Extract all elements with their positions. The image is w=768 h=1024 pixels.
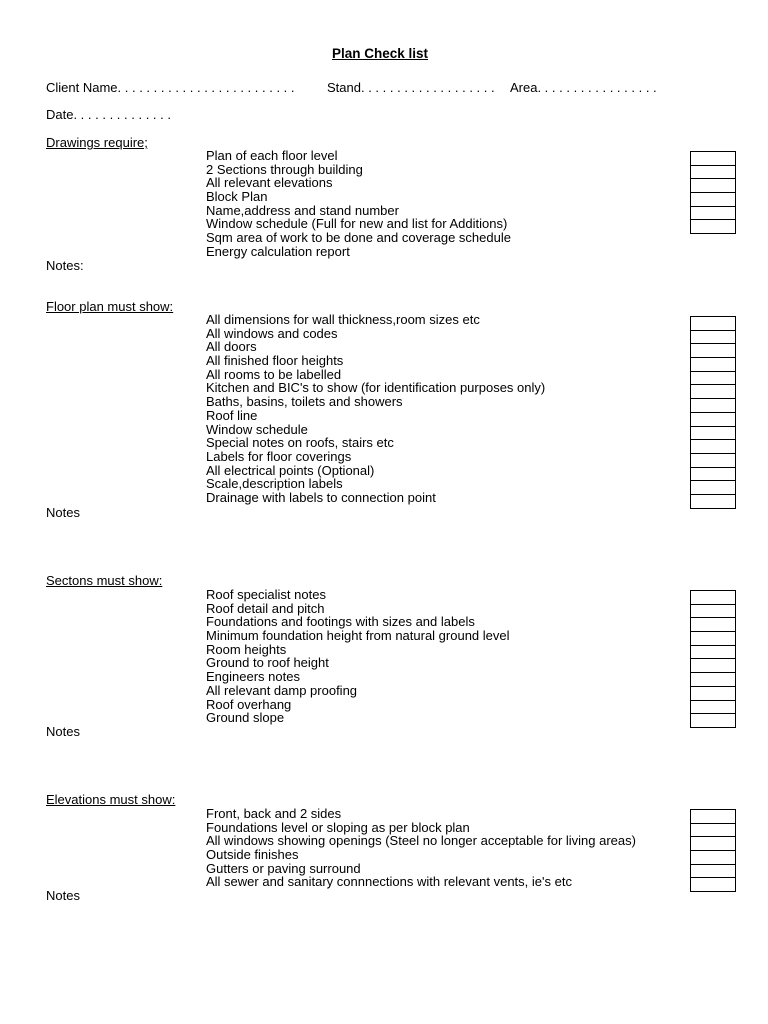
list-item: Foundations level or sloping as per block plan [206, 819, 470, 835]
checkbox[interactable] [691, 481, 735, 495]
list-item: Baths, basins, toilets and showers [206, 394, 403, 410]
checkbox[interactable] [691, 166, 735, 180]
page-title: Plan Check list [331, 46, 429, 61]
list-item: All windows and codes [206, 325, 338, 341]
checkbox[interactable] [691, 385, 735, 399]
checkbox[interactable] [691, 152, 735, 166]
checkbox-column-elevations [690, 809, 736, 892]
list-item: All windows showing openings (Steel no longer acceptable for living areas) [206, 833, 636, 849]
list-item: Room heights [206, 641, 287, 657]
checkbox[interactable] [691, 468, 735, 482]
checkbox[interactable] [691, 317, 735, 331]
checkbox-column-floor-plan [690, 316, 736, 509]
list-item: 2 Sections through building [206, 161, 363, 177]
notes-label: Notes [46, 505, 80, 520]
area-field: Area. . . . . . . . . . . . . . . . . [510, 80, 657, 95]
stand-field: Stand. . . . . . . . . . . . . . . . . . . [327, 80, 495, 95]
list-item: All sewer and sanitary connnections with relevant vents, ie's etc [206, 874, 572, 890]
list-item: Ground to roof height [206, 655, 329, 671]
notes-label: Notes [46, 724, 80, 739]
checkbox-column-drawings [690, 151, 736, 234]
list-item: Roof line [206, 407, 258, 423]
list-item: Kitchen and BIC's to show (for identification purposes only) [206, 380, 546, 396]
checkbox[interactable] [691, 701, 735, 715]
checkbox[interactable] [691, 687, 735, 701]
list-item: Roof specialist notes [206, 587, 326, 602]
list-item: Sqm area of work to be done and coverage schedule [206, 230, 511, 246]
list-item: Window schedule (Full for new and list for Additions) [206, 216, 508, 232]
checkbox[interactable] [691, 179, 735, 193]
checkbox[interactable] [691, 413, 735, 427]
checkbox[interactable] [691, 454, 735, 468]
list-item: Ground slope [206, 710, 285, 726]
list-item: Plan of each floor level [206, 148, 338, 163]
notes-label: Notes [46, 888, 80, 903]
list-item: Minimum foundation height from natural ground level [206, 628, 510, 644]
section-heading-sections: Sectons must show: [46, 573, 163, 588]
checkbox[interactable] [691, 427, 735, 441]
checkbox[interactable] [691, 399, 735, 413]
checkbox[interactable] [691, 837, 735, 851]
list-item: All dimensions for wall thickness,room sizes etc [206, 312, 480, 327]
list-item: Gutters or paving surround [206, 860, 361, 876]
list-item: Window schedule [206, 421, 308, 437]
checkbox[interactable] [691, 824, 735, 838]
checkbox[interactable] [691, 591, 735, 605]
section-heading-drawings: Drawings require; [46, 135, 148, 150]
checkbox[interactable] [691, 605, 735, 619]
list-item: All electrical points (Optional) [206, 462, 375, 478]
list-item: Block Plan [206, 189, 268, 205]
list-item: Roof overhang [206, 696, 292, 712]
checkbox[interactable] [691, 220, 735, 233]
checklist-elevations [206, 807, 636, 889]
list-item: All relevant elevations [206, 175, 333, 191]
list-item: Outside finishes [206, 847, 299, 863]
checkbox[interactable] [691, 372, 735, 386]
checkbox[interactable] [691, 851, 735, 865]
list-item: All doors [206, 339, 257, 355]
checkbox[interactable] [691, 714, 735, 727]
notes-label: Notes: [46, 258, 84, 273]
checkbox[interactable] [691, 865, 735, 879]
checklist-floor-plan [206, 313, 545, 505]
checkbox[interactable] [691, 673, 735, 687]
list-item: Foundations and footings with sizes and labels [206, 614, 475, 630]
checkbox[interactable] [691, 659, 735, 673]
checkbox[interactable] [691, 618, 735, 632]
checkbox[interactable] [691, 495, 735, 508]
list-item: Engineers notes [206, 669, 300, 685]
list-item: All relevant damp proofing [206, 682, 358, 698]
list-item: Name,address and stand number [206, 202, 399, 218]
checkbox[interactable] [691, 646, 735, 660]
checkbox[interactable] [691, 810, 735, 824]
list-item: All finished floor heights [206, 353, 344, 369]
checkbox[interactable] [691, 331, 735, 345]
checklist-sections [206, 588, 510, 725]
list-item: Special notes on roofs, stairs etc [206, 435, 394, 451]
date-field: Date. . . . . . . . . . . . . . [46, 107, 171, 122]
checkbox[interactable] [691, 440, 735, 454]
list-item: Front, back and 2 sides [206, 806, 342, 821]
client-name-field: Client Name. . . . . . . . . . . . . . . . . . . . . . . . . [46, 80, 295, 95]
checkbox[interactable] [691, 878, 735, 891]
list-item: Drainage with labels to connection point [206, 489, 436, 505]
section-heading-floor-plan: Floor plan must show: [46, 299, 174, 314]
checkbox[interactable] [691, 358, 735, 372]
list-item: Scale,description labels [206, 476, 343, 492]
section-heading-elevations: Elevations must show: [46, 792, 176, 807]
checkbox[interactable] [691, 207, 735, 221]
checkbox[interactable] [691, 632, 735, 646]
list-item: Roof detail and pitch [206, 600, 325, 616]
checkbox[interactable] [691, 193, 735, 207]
checklist-drawings [206, 149, 511, 259]
list-item: All rooms to be labelled [206, 366, 342, 382]
checkbox-column-sections [690, 590, 736, 728]
list-item: Labels for floor coverings [206, 448, 352, 464]
checkbox[interactable] [691, 344, 735, 358]
list-item: Energy calculation report [206, 243, 350, 259]
